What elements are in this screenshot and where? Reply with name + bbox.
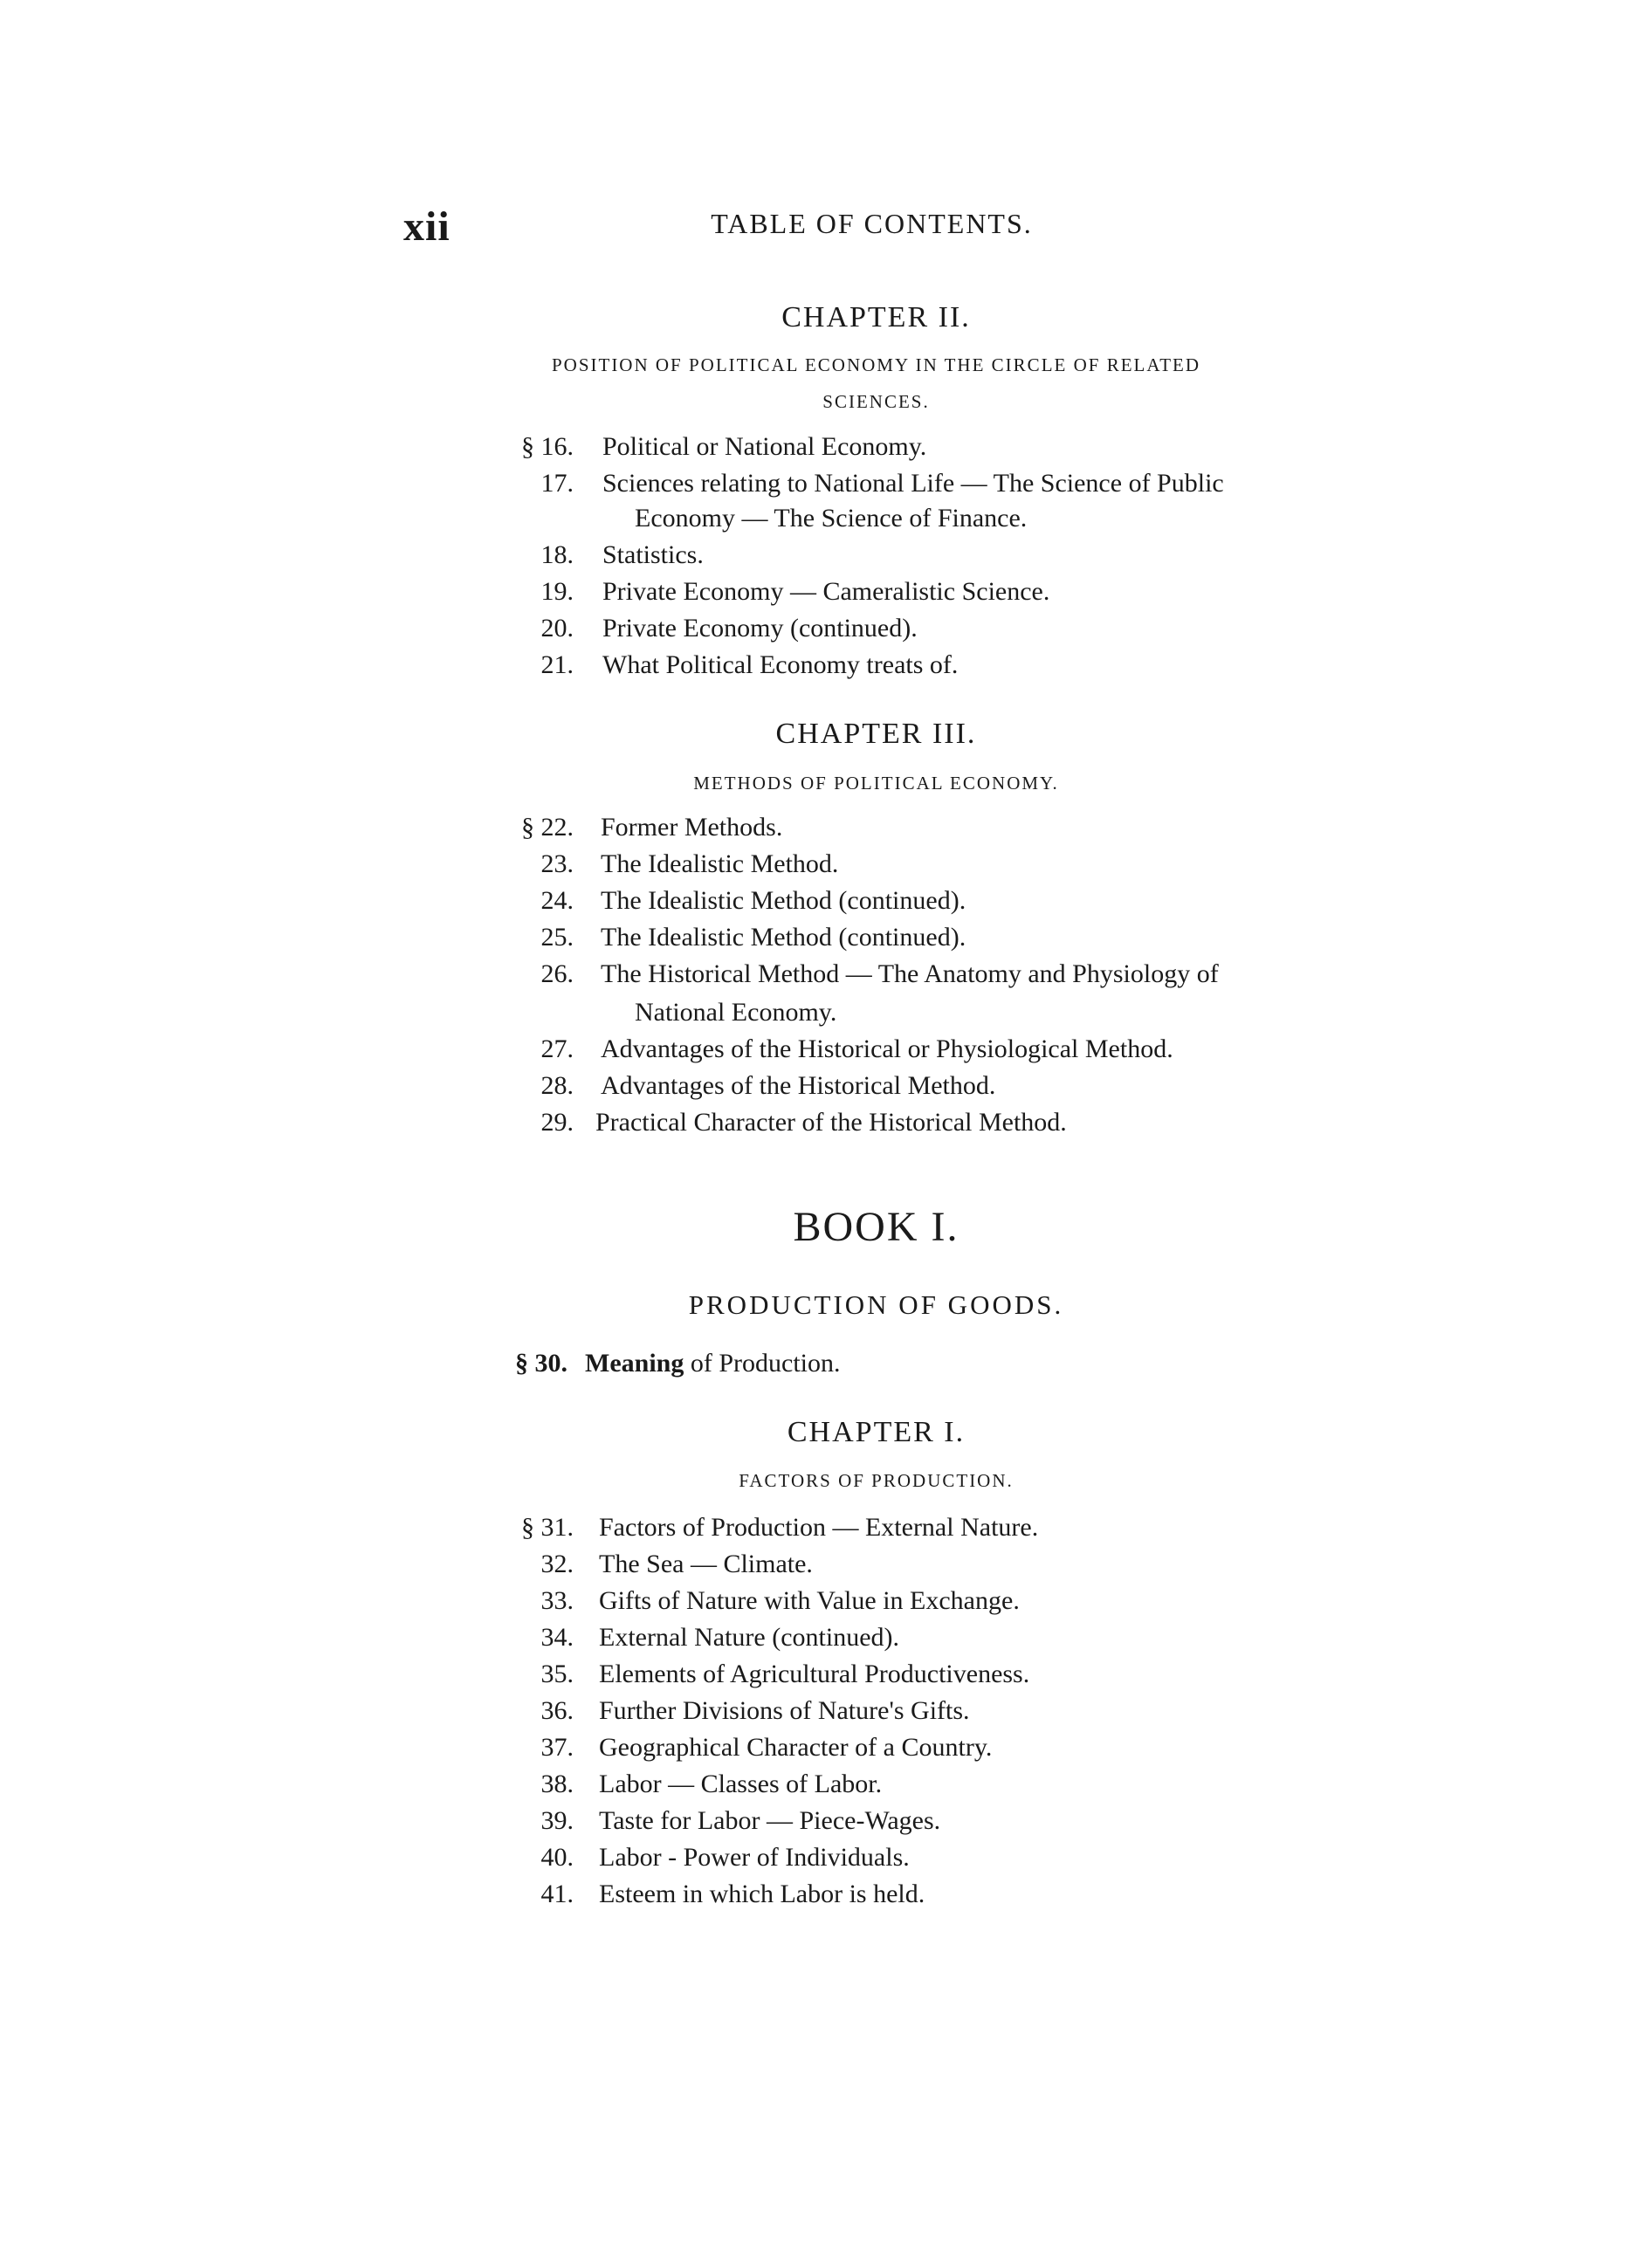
entry-title: The Idealistic Method (continued). <box>601 923 966 952</box>
entry-number: 23. <box>540 849 574 878</box>
toc-entry <box>0 538 1630 573</box>
toc-entry <box>0 883 1630 918</box>
chapter-1-heading: CHAPTER I. <box>787 1416 966 1448</box>
toc-entry <box>0 1105 1630 1140</box>
toc-entry <box>0 847 1630 882</box>
entry-title: The Historical Method — The Anatomy and Physiology of <box>601 959 1219 988</box>
entry-title: Esteem in which Labor is held. <box>599 1880 925 1908</box>
chapter-1-subtitle: FACTORS OF PRODUCTION. <box>739 1470 1014 1491</box>
chapter-3-subtitle: METHODS OF POLITICAL ECONOMY. <box>693 773 1059 794</box>
entry-title: Gifts of Nature with Value in Exchange. <box>599 1586 1020 1615</box>
entry-title: What Political Economy treats of. <box>602 650 959 679</box>
chapter-2-heading: CHAPTER II. <box>781 301 971 333</box>
toc-entry <box>0 1069 1630 1103</box>
toc-entry <box>0 1840 1630 1875</box>
entry-number: 38. <box>540 1770 574 1798</box>
entry-title: The Sea — Climate. <box>599 1550 813 1578</box>
toc-entry <box>0 1657 1630 1692</box>
entry-title: Political or National Economy. <box>602 432 927 461</box>
entry-title: Former Methods. <box>601 813 783 842</box>
entry-title <box>585 1346 841 1381</box>
entry-number: 34. <box>540 1623 574 1652</box>
toc-entry <box>0 1877 1630 1912</box>
toc-entry <box>0 648 1630 683</box>
entry-title: Labor - Power of Individuals. <box>599 1843 910 1872</box>
entry-title: Factors of Production — External Nature. <box>599 1513 1039 1542</box>
running-head: TABLE OF CONTENTS. <box>711 208 1033 239</box>
toc-entry <box>0 1730 1630 1765</box>
entry-title: Taste for Labor — Piece-Wages. <box>599 1806 941 1835</box>
toc-entry <box>0 957 1630 1030</box>
entry-number: 27. <box>540 1034 574 1063</box>
entry-number: 37. <box>540 1733 574 1762</box>
toc-entry <box>0 1346 1630 1381</box>
toc-entry <box>0 1694 1630 1728</box>
toc-entry <box>0 1804 1630 1838</box>
entry-number: 33. <box>540 1586 574 1615</box>
entry-title-continuation: Economy — The Science of Finance. <box>635 504 1028 533</box>
entry-title: The Idealistic Method. <box>601 849 839 878</box>
entry-title-bold: Meaning <box>585 1349 684 1378</box>
book-1-subtitle: PRODUCTION OF GOODS. <box>688 1289 1064 1320</box>
entry-title: Sciences relating to National Life — The Science of Public <box>602 469 1224 498</box>
entry-number: 25. <box>540 923 574 952</box>
entry-number: 19. <box>540 577 574 606</box>
entry-title-rest: of Production. <box>684 1349 841 1378</box>
toc-entry <box>0 1547 1630 1582</box>
toc-entry <box>0 1510 1630 1545</box>
entry-title: Practical Character of the Historical Method. <box>595 1108 1067 1137</box>
entry-number: 20. <box>540 614 574 643</box>
entry-title: The Idealistic Method (continued). <box>601 886 966 915</box>
book-1-heading: BOOK I. <box>793 1204 959 1250</box>
entry-title: Elements of Agricultural Productiveness. <box>599 1660 1030 1688</box>
entry-title: Further Divisions of Nature's Gifts. <box>599 1696 970 1725</box>
entry-title-continuation: National Economy. <box>635 998 837 1027</box>
entry-number: 39. <box>540 1806 574 1835</box>
toc-entry <box>0 1767 1630 1802</box>
entry-title: Advantages of the Historical or Physiological Method. <box>601 1034 1173 1063</box>
toc-entry <box>0 920 1630 955</box>
entry-number: 28. <box>540 1071 574 1100</box>
toc-entry <box>0 430 1630 464</box>
page-number: xii <box>403 203 450 250</box>
entry-number: 35. <box>540 1660 574 1688</box>
toc-entry <box>0 574 1630 609</box>
entry-number: 41. <box>540 1880 574 1908</box>
toc-entry <box>0 810 1630 845</box>
toc-entry <box>0 1032 1630 1067</box>
entry-title: Private Economy (continued). <box>602 614 918 643</box>
entry-number: 17. <box>540 469 574 498</box>
entry-number: 24. <box>540 886 574 915</box>
entry-title: External Nature (continued). <box>599 1623 900 1652</box>
entry-title: Advantages of the Historical Method. <box>601 1071 996 1100</box>
toc-entry <box>0 466 1630 536</box>
toc-entry <box>0 1620 1630 1655</box>
entry-title: Labor — Classes of Labor. <box>599 1770 883 1798</box>
toc-entry <box>0 611 1630 646</box>
entry-number: § 31. <box>521 1513 574 1542</box>
chapter-3-heading: CHAPTER III. <box>775 718 977 750</box>
entry-number: 18. <box>540 540 574 569</box>
entry-number: 32. <box>540 1550 574 1578</box>
toc-entry <box>0 1584 1630 1619</box>
entry-number: § 16. <box>521 432 574 461</box>
chapter-2-subtitle-line1: POSITION OF POLITICAL ECONOMY IN THE CIRCLE OF RELATED <box>551 354 1201 375</box>
entry-number: 21. <box>540 650 574 679</box>
entry-number: 36. <box>540 1696 574 1725</box>
entry-title: Geographical Character of a Country. <box>599 1733 993 1762</box>
entry-number: § 30. <box>515 1349 567 1378</box>
chapter-2-subtitle-line2: SCIENCES. <box>822 391 930 412</box>
entry-title: Private Economy — Cameralistic Science. <box>602 577 1050 606</box>
entry-title: Statistics. <box>602 540 704 569</box>
entry-number: 40. <box>540 1843 574 1872</box>
entry-number: § 22. <box>521 813 574 842</box>
entry-number: 26. <box>540 959 574 988</box>
entry-number: 29. <box>540 1108 574 1137</box>
